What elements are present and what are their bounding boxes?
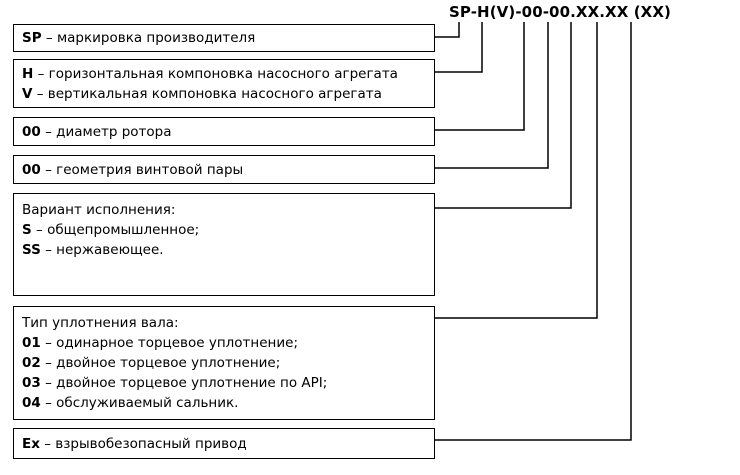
code-description: – одинарное торцевое уплотнение; bbox=[40, 335, 299, 351]
box-line bbox=[22, 122, 172, 142]
box-line bbox=[22, 434, 247, 454]
code-description: – горизонтальная компоновка насосного агрегата bbox=[33, 66, 398, 82]
box-line bbox=[22, 84, 382, 104]
connector-geometry bbox=[435, 22, 548, 168]
box-line bbox=[22, 393, 238, 413]
code-key: 04 bbox=[22, 395, 41, 411]
box-rotor-diameter bbox=[13, 117, 435, 146]
code-description: – общепромышленное; bbox=[31, 222, 200, 238]
code-description: – маркировка производителя bbox=[41, 30, 256, 46]
box-line bbox=[22, 353, 280, 373]
box-line bbox=[22, 220, 199, 240]
code-description: – диаметр ротора bbox=[40, 124, 172, 140]
box-title: Вариант исполнения: bbox=[22, 202, 176, 218]
connector-seal bbox=[435, 22, 597, 318]
code-key: S bbox=[22, 222, 32, 238]
connector-variant bbox=[435, 22, 571, 208]
box-line bbox=[22, 373, 327, 393]
box-line bbox=[22, 160, 243, 180]
box-line bbox=[22, 240, 164, 260]
code-description: – геометрия винтовой пары bbox=[40, 162, 244, 178]
code-key: V bbox=[22, 86, 33, 102]
code-key: 00 bbox=[22, 162, 41, 178]
box-title: Тип уплотнения вала: bbox=[22, 315, 179, 331]
box-variant bbox=[13, 193, 435, 296]
code-description: – двойное торцевое уплотнение; bbox=[40, 355, 281, 371]
code-description: – взрывобезопасный привод bbox=[39, 436, 247, 452]
box-line bbox=[22, 333, 298, 353]
model-code: SP-H(V)-00-00.XX.XX (XX) bbox=[449, 3, 671, 21]
box-explosion-proof bbox=[13, 428, 435, 459]
code-description: – нержавеющее. bbox=[40, 242, 164, 258]
code-key: SS bbox=[22, 242, 41, 258]
connector-sp bbox=[435, 22, 459, 37]
code-key: 02 bbox=[22, 355, 41, 371]
box-line bbox=[22, 28, 255, 48]
code-description: – двойное торцевое уплотнение по API; bbox=[40, 375, 328, 391]
code-key: 01 bbox=[22, 335, 41, 351]
box-screw-geometry bbox=[13, 155, 435, 184]
code-key: Ex bbox=[22, 436, 40, 452]
box-layout bbox=[13, 59, 435, 108]
code-key: 00 bbox=[22, 124, 41, 140]
code-description: – вертикальная компоновка насосного агрегата bbox=[32, 86, 382, 102]
code-key: SP bbox=[22, 30, 42, 46]
box-shaft-seal bbox=[13, 306, 435, 420]
box-line bbox=[22, 64, 398, 84]
box-manufacturer bbox=[13, 24, 435, 52]
code-description: – обслуживаемый сальник. bbox=[40, 395, 239, 411]
code-key: H bbox=[22, 66, 34, 82]
code-key: 03 bbox=[22, 375, 41, 391]
connector-ex bbox=[435, 22, 631, 440]
connector-diameter bbox=[435, 22, 524, 130]
